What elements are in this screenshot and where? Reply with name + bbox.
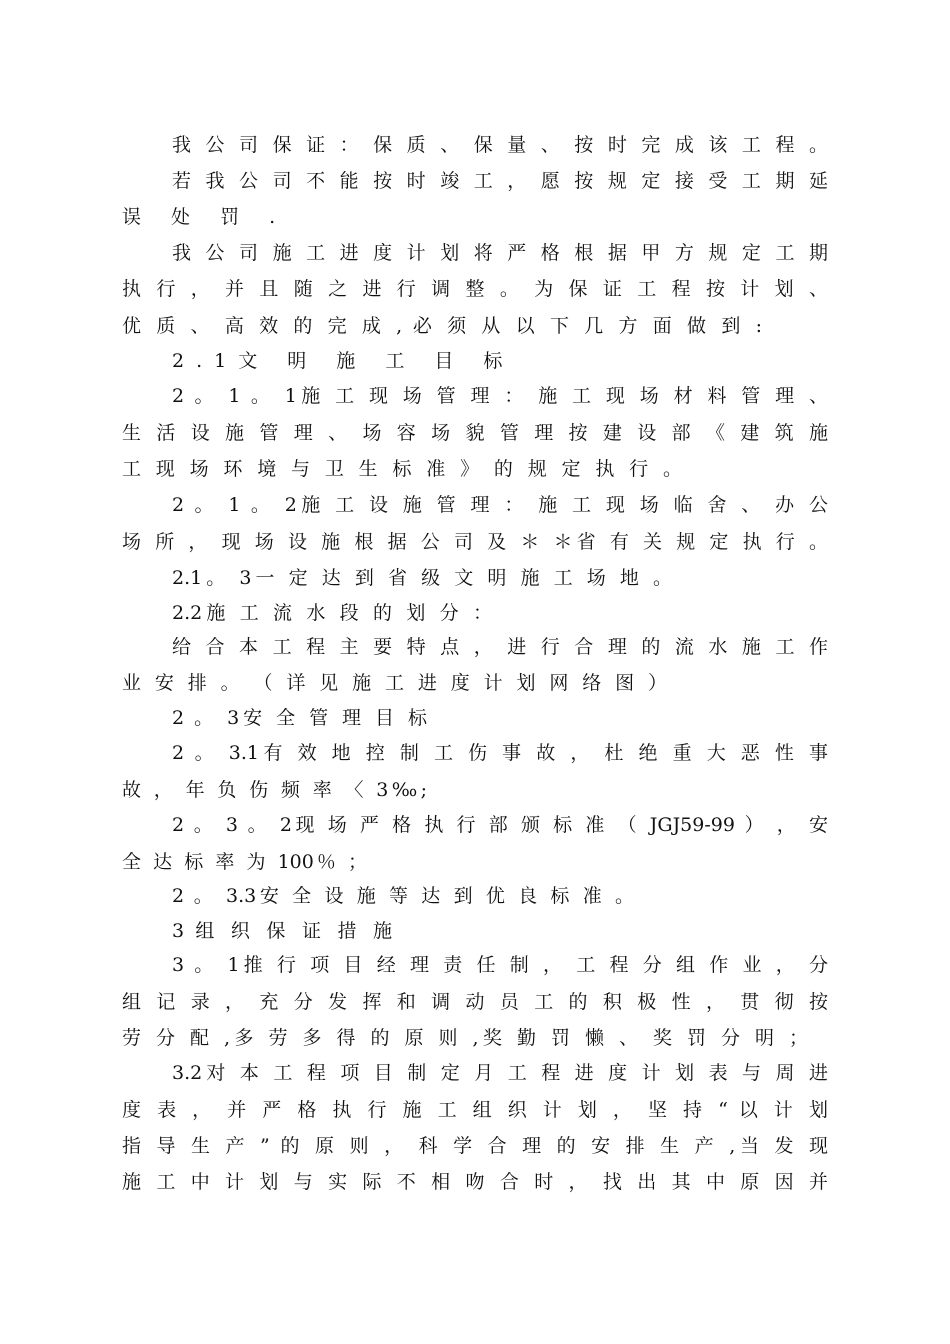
paragraph-line: 指 导 生 产 ” 的 原 则 ， 科 学 合 理 的 安 排 生 产 ,当 发 现	[122, 1135, 828, 1157]
paragraph-line: 2 。 3.1有 效 地 控 制 工 伤 事 故 ， 杜 绝 重 大 恶 性 事	[172, 742, 828, 764]
paragraph-line: 全 达 标 率 为 100％ ；	[122, 851, 367, 873]
paragraph-line: 误 处 罚 .	[122, 206, 288, 228]
paragraph-line: 生 活 设 施 管 理 、 场 容 场 貌 管 理 按 建 设 部 《 建 筑 施	[122, 422, 828, 444]
paragraph-line: 业 安 排 。 （ 详 见 施 工 进 度 计 划 网 络 图 ）	[122, 672, 667, 694]
paragraph-line: 劳 分 配 ,多 劳 多 得 的 原 则 ,奖 勤 罚 懒 、 奖 罚 分 明 ；	[122, 1027, 808, 1049]
paragraph-line: 故 ， 年 负 伤 频 率 〈 3‰;	[122, 779, 427, 801]
section-heading: 2.1文 明 施 工 目 标	[172, 350, 515, 372]
paragraph-line: 度 表 ， 并 严 格 执 行 施 工 组 织 计 划 ， 坚 持 “ 以 计 划	[122, 1099, 828, 1121]
paragraph-line: 2 。 3.3安 全 设 施 等 达 到 优 良 标 准 。	[172, 885, 634, 907]
paragraph-line: 工 现 场 环 境 与 卫 生 标 准 》 的 规 定 执 行 。	[122, 458, 682, 480]
paragraph-line: 给 合 本 工 程 主 要 特 点 ， 进 行 合 理 的 流 水 施 工 作	[172, 636, 828, 658]
paragraph-line: 优 质 、 高 效 的 完 成 , 必 须 从 以 下 几 方 面 做 到 :	[122, 315, 762, 337]
paragraph-line: 我 公 司 施 工 进 度 计 划 将 严 格 根 据 甲 方 规 定 工 期	[172, 242, 828, 264]
section-heading: 2.2施 工 流 水 段 的 划 分 ：	[172, 602, 492, 624]
paragraph-line: 我 公 司 保 证 ： 保 质 、 保 量 、 按 时 完 成 该 工 程 。	[172, 134, 828, 156]
section-heading: 2 。 3安 全 管 理 目 标	[172, 707, 427, 729]
paragraph-line: 3.2对 本 工 程 项 目 制 定 月 工 程 进 度 计 划 表 与 周 进	[172, 1062, 828, 1084]
paragraph-line: 2.1。 3一 定 达 到 省 级 文 明 施 工 场 地 。	[172, 567, 672, 589]
paragraph-line: 施 工 中 计 划 与 实 际 不 相 吻 合 时 ， 找 出 其 中 原 因 并	[122, 1171, 828, 1193]
paragraph-line: 执 行 ， 并 且 随 之 进 行 调 整 。 为 保 证 工 程 按 计 划 、	[122, 278, 828, 300]
paragraph-line: 组 记 录 ， 充 分 发 挥 和 调 动 员 工 的 积 极 性 ， 贯 彻 按	[122, 991, 828, 1013]
paragraph-line: 若 我 公 司 不 能 按 时 竣 工 ， 愿 按 规 定 接 受 工 期 延	[172, 170, 828, 192]
paragraph-line: 3 。 1推 行 项 目 经 理 责 任 制 ， 工 程 分 组 作 业 ， 分	[172, 954, 828, 976]
paragraph-line: 2 。 3 。 2现 场 严 格 执 行 部 颁 标 准 （ JGJ59-99 ） ， 安	[172, 814, 828, 836]
paragraph-line: 场 所 ， 现 场 设 施 根 据 公 司 及 ＊ ＊省 有 关 规 定 执 行 。	[122, 531, 828, 553]
section-heading: 3 组 织 保 证 措 施	[172, 920, 392, 942]
paragraph-line: 2 。 1 。 2施 工 设 施 管 理 ： 施 工 现 场 临 舍 、 办 公	[172, 494, 828, 516]
paragraph-line: 2 。 1 。 1施 工 现 场 管 理 ： 施 工 现 场 材 料 管 理 、	[172, 385, 828, 407]
